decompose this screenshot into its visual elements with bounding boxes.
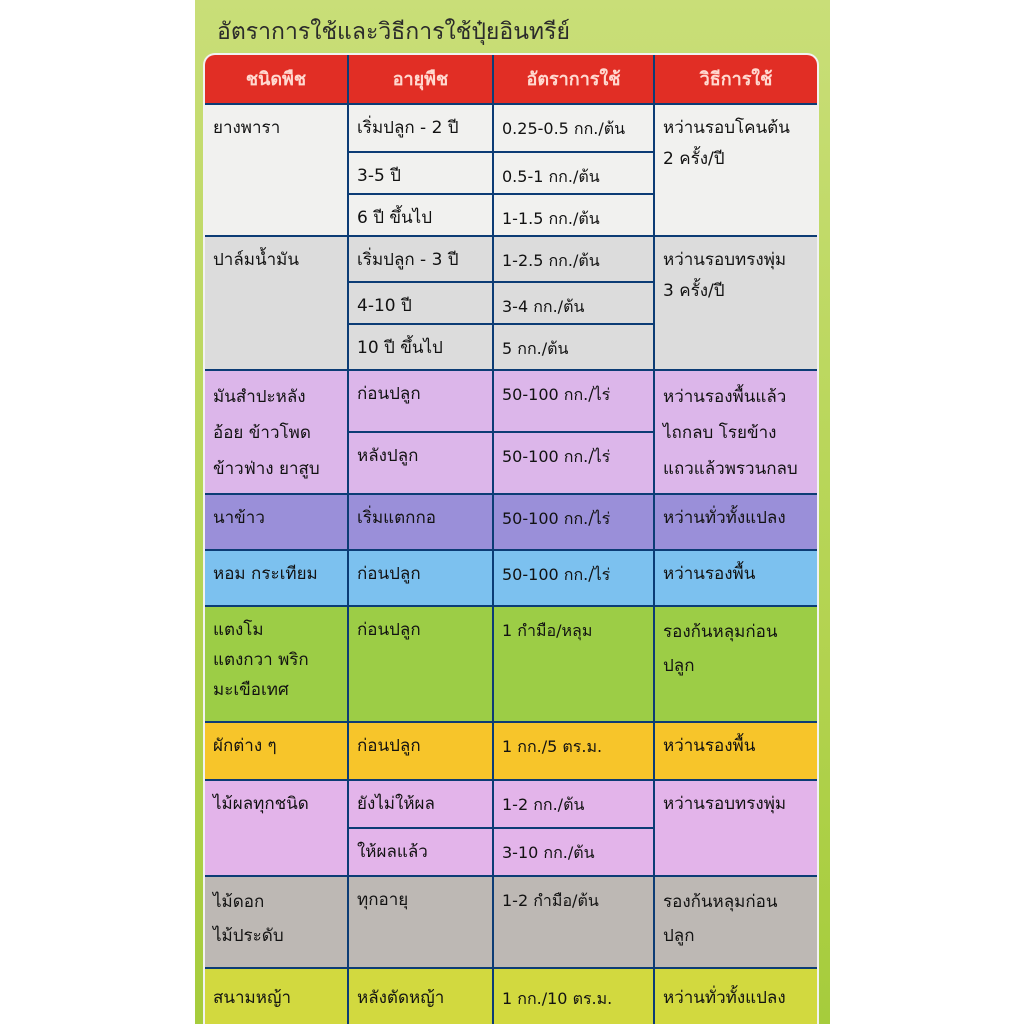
method-cell <box>655 495 817 551</box>
age-cell: ทุกอายุ <box>349 877 494 969</box>
method-line: 3 ครั้ง/ปี <box>663 281 725 301</box>
rate-cell: 50-100 กก./ไร่ <box>494 371 655 433</box>
rate-cell: 1-2.5 กก./ต้น <box>494 237 655 283</box>
age-cell: เริ่มปลูก - 2 ปี <box>349 105 494 153</box>
method-cell <box>655 607 817 723</box>
label-panel <box>195 0 830 1024</box>
rate-cell: 0.5-1 กก./ต้น <box>494 153 655 195</box>
method-line: แถวแล้วพรวนกลบ <box>663 459 798 479</box>
method-cell <box>655 781 817 877</box>
crop-line: ปาล์มน้ำมัน <box>213 250 299 270</box>
fertilizer-table <box>205 55 817 1024</box>
page-title: อัตราการใช้และวิธีการใช้ปุ๋ยอินทรีย์ <box>217 19 570 45</box>
method-cell <box>655 105 817 237</box>
method-line: หว่านรองพื้น <box>663 564 756 584</box>
crop-line: แตงกวา พริก <box>213 650 309 670</box>
age-cell: 3-5 ปี <box>349 153 494 195</box>
rate-cell: 50-100 กก./ไร่ <box>494 495 655 551</box>
age-cell: ให้ผลแล้ว <box>349 829 494 877</box>
age-cell: เริ่มปลูก - 3 ปี <box>349 237 494 283</box>
crop-line: ไม้ประดับ <box>213 926 284 946</box>
method-cell <box>655 551 817 607</box>
method-line: หว่านรองพื้น <box>663 736 756 756</box>
crop-line: แตงโม <box>213 620 264 640</box>
age-cell: 6 ปี ขึ้นไป <box>349 195 494 237</box>
header-method: วิธีการใช้ <box>655 55 817 105</box>
method-cell <box>655 371 817 495</box>
crop-cell <box>205 877 349 969</box>
method-cell <box>655 723 817 781</box>
method-line: ปลูก <box>663 926 695 946</box>
rate-cell: 3-4 กก./ต้น <box>494 283 655 325</box>
crop-cell <box>205 607 349 723</box>
crop-cell <box>205 237 349 371</box>
age-cell: ก่อนปลูก <box>349 607 494 723</box>
crop-line: ข้าวฟ่าง ยาสูบ <box>213 459 320 479</box>
age-cell: ก่อนปลูก <box>349 723 494 781</box>
method-line: หว่านรอบทรงพุ่ม <box>663 794 787 814</box>
method-line: รองก้นหลุมก่อน <box>663 622 778 642</box>
rate-cell: 1-1.5 กก./ต้น <box>494 195 655 237</box>
method-line: หว่านทั่วทั้งแปลง <box>663 988 786 1008</box>
rate-cell: 1 กก./10 ตร.ม. <box>494 969 655 1024</box>
header-rate: อัตราการใช้ <box>494 55 655 105</box>
header-age: อายุพืช <box>349 55 494 105</box>
header-crop: ชนิดพืช <box>205 55 349 105</box>
rate-cell: 0.25-0.5 กก./ต้น <box>494 105 655 153</box>
crop-line: หอม กระเทียม <box>213 564 318 584</box>
method-line: หว่านรอบทรงพุ่ม <box>663 250 787 270</box>
crop-line: ไม้ดอก <box>213 892 265 912</box>
age-cell: หลังปลูก <box>349 433 494 495</box>
method-line: หว่านรอบโคนต้น <box>663 118 790 138</box>
crop-line: ไม้ผลทุกชนิด <box>213 794 309 814</box>
crop-cell <box>205 495 349 551</box>
rate-cell: 1-2 กำมือ/ต้น <box>494 877 655 969</box>
crop-cell <box>205 781 349 877</box>
method-line: ปลูก <box>663 656 695 676</box>
rate-cell: 1-2 กก./ต้น <box>494 781 655 829</box>
crop-cell <box>205 969 349 1024</box>
crop-line: ยางพารา <box>213 118 281 138</box>
crop-cell <box>205 371 349 495</box>
crop-cell <box>205 551 349 607</box>
rate-cell: 1 กำมือ/หลุม <box>494 607 655 723</box>
age-cell: 4-10 ปี <box>349 283 494 325</box>
crop-cell <box>205 105 349 237</box>
age-cell: เริ่มแตกกอ <box>349 495 494 551</box>
rate-cell: 5 กก./ต้น <box>494 325 655 371</box>
method-line: 2 ครั้ง/ปี <box>663 149 725 169</box>
rate-cell: 50-100 กก./ไร่ <box>494 551 655 607</box>
method-cell <box>655 877 817 969</box>
crop-line: มันสำปะหลัง <box>213 387 306 407</box>
method-cell <box>655 237 817 371</box>
crop-line: มะเขือเทศ <box>213 680 289 700</box>
crop-line: นาข้าว <box>213 508 265 528</box>
rate-cell: 50-100 กก./ไร่ <box>494 433 655 495</box>
crop-line: สนามหญ้า <box>213 988 291 1008</box>
method-line: หว่านรองพื้นแล้ว <box>663 387 787 407</box>
age-cell: หลังตัดหญ้า <box>349 969 494 1024</box>
crop-line: อ้อย ข้าวโพด <box>213 423 311 443</box>
age-cell: ยังไม่ให้ผล <box>349 781 494 829</box>
method-cell <box>655 969 817 1024</box>
rate-cell: 3-10 กก./ต้น <box>494 829 655 877</box>
method-line: หว่านทั่วทั้งแปลง <box>663 508 786 528</box>
method-line: รองก้นหลุมก่อน <box>663 892 778 912</box>
crop-line: ผักต่าง ๆ <box>213 736 277 756</box>
crop-cell <box>205 723 349 781</box>
rate-cell: 1 กก./5 ตร.ม. <box>494 723 655 781</box>
age-cell: ก่อนปลูก <box>349 551 494 607</box>
method-line: ไถกลบ โรยข้าง <box>663 423 777 443</box>
age-cell: 10 ปี ขึ้นไป <box>349 325 494 371</box>
age-cell: ก่อนปลูก <box>349 371 494 433</box>
